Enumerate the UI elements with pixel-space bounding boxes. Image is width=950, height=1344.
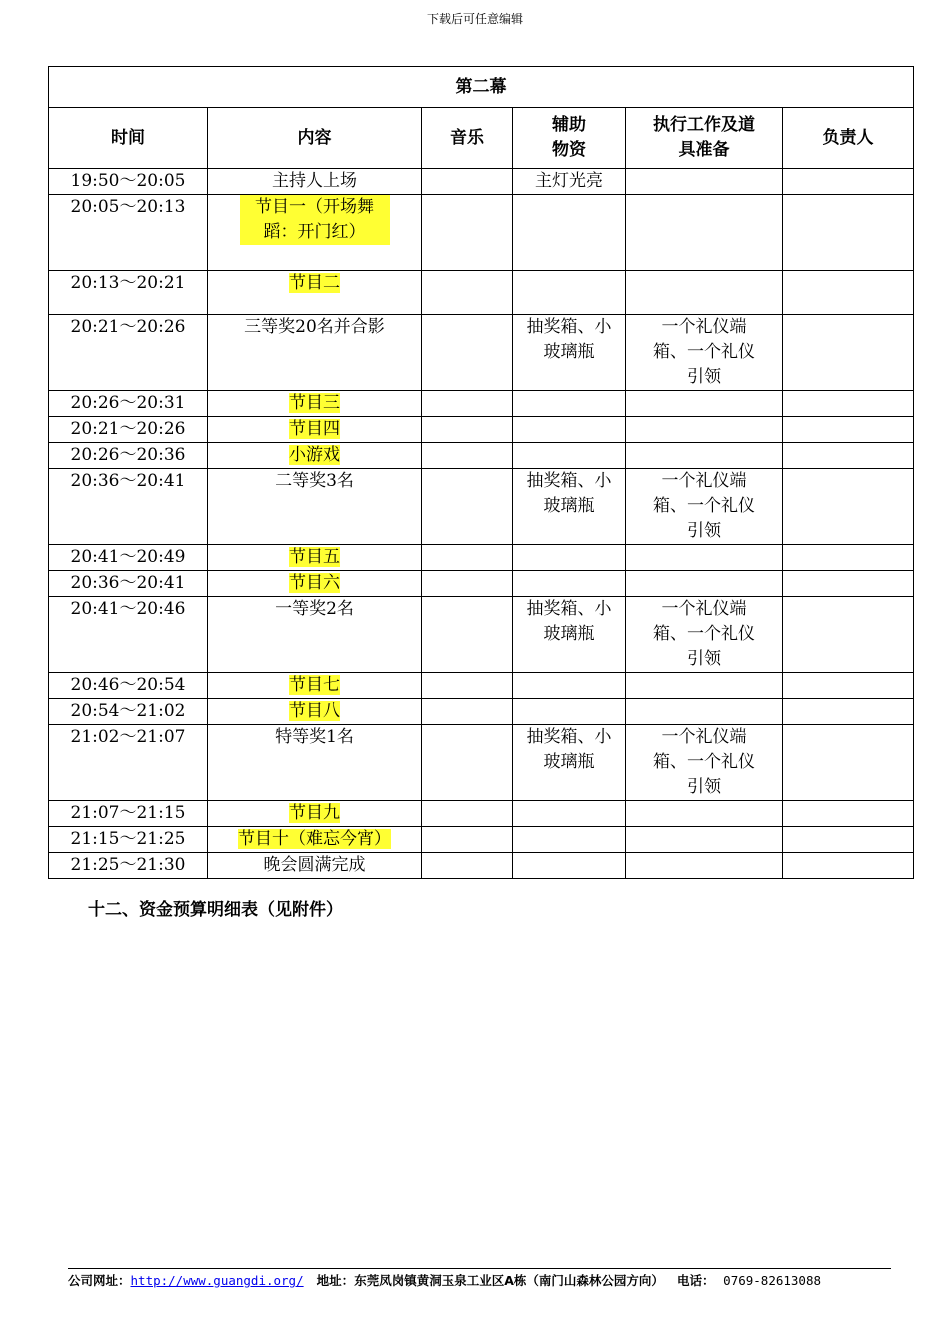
cell-content-text: 节目九 (289, 803, 340, 823)
cell-content-text: 一等奖2名 (275, 599, 354, 619)
cell-music (422, 469, 513, 545)
cell-materials (513, 545, 626, 571)
cell-content (208, 545, 422, 571)
cell-music (422, 673, 513, 699)
cell-materials (513, 673, 626, 699)
cell-time-text: 20:26～20:36 (70, 445, 186, 465)
section-title: 十二、资金预算明细表（见附件） (88, 900, 343, 920)
cell-content-text: 节目三 (289, 393, 340, 413)
cell-time-text: 20:41～20:49 (70, 547, 186, 567)
cell-time (49, 725, 208, 801)
cell-materials (513, 699, 626, 725)
cell-music (422, 417, 513, 443)
cell-music (422, 169, 513, 195)
cell-content (208, 853, 422, 879)
table-row (49, 673, 914, 699)
cell-materials (513, 169, 626, 195)
cell-owner (783, 827, 914, 853)
cell-owner (783, 801, 914, 827)
cell-owner (783, 443, 914, 469)
act-title: 第二幕 (49, 67, 914, 108)
cell-content (208, 801, 422, 827)
cell-time (49, 443, 208, 469)
cell-content (208, 597, 422, 673)
cell-time (49, 469, 208, 545)
cell-owner (783, 597, 914, 673)
cell-music (422, 725, 513, 801)
cell-content-text: 节目七 (289, 675, 340, 695)
col-header-time: 时间 (49, 108, 208, 169)
header-note: 下载后可任意编辑 (426, 12, 523, 26)
cell-materials (513, 443, 626, 469)
cell-prep (626, 391, 783, 417)
table-row (49, 699, 914, 725)
cell-content (208, 827, 422, 853)
col-header-materials (513, 108, 626, 169)
cell-prep (626, 271, 783, 315)
cell-content-text: 节目五 (289, 547, 340, 567)
cell-music (422, 801, 513, 827)
cell-time (49, 699, 208, 725)
table-row (49, 315, 914, 391)
cell-content (208, 417, 422, 443)
cell-time (49, 597, 208, 673)
cell-prep-text: 一个礼仪端箱、一个礼仪引领 (653, 599, 755, 669)
table-row (49, 443, 914, 469)
cell-materials (513, 725, 626, 801)
cell-time-text: 20:26～20:31 (70, 393, 186, 413)
cell-time (49, 673, 208, 699)
cell-content (208, 673, 422, 699)
table-row (49, 469, 914, 545)
cell-prep (626, 195, 783, 271)
table-row (49, 417, 914, 443)
cell-content (208, 195, 422, 271)
footer-divider (68, 1268, 891, 1269)
schedule-rows (49, 169, 914, 879)
table-row (49, 169, 914, 195)
col-header-content: 内容 (208, 108, 422, 169)
col-header-music: 音乐 (422, 108, 513, 169)
col-header-prep-line1: 执行工作及道 (653, 115, 755, 135)
cell-time (49, 545, 208, 571)
cell-materials (513, 195, 626, 271)
cell-content-text: 三等奖20名并合影 (244, 317, 385, 337)
table-row (49, 545, 914, 571)
cell-content (208, 271, 422, 315)
col-header-materials-line2: 物资 (552, 140, 586, 160)
cell-owner (783, 725, 914, 801)
cell-owner (783, 417, 914, 443)
cell-owner (783, 571, 914, 597)
cell-content-text: 节目六 (289, 573, 340, 593)
cell-prep (626, 571, 783, 597)
cell-time-text: 20:13～20:21 (70, 273, 186, 293)
cell-prep (626, 801, 783, 827)
footer-phone: 0769-82613088 (723, 1273, 822, 1288)
cell-materials-text: 抽奖箱、小玻璃瓶 (526, 727, 612, 772)
cell-time-text: 20:21～20:26 (70, 317, 186, 337)
cell-materials (513, 417, 626, 443)
cell-music (422, 597, 513, 673)
cell-materials (513, 827, 626, 853)
table-row (49, 597, 914, 673)
table-row (49, 725, 914, 801)
cell-prep (626, 545, 783, 571)
cell-materials (513, 391, 626, 417)
cell-time (49, 391, 208, 417)
cell-materials-text: 抽奖箱、小玻璃瓶 (526, 471, 612, 516)
cell-time-text: 20:46～20:54 (70, 675, 186, 695)
cell-content-text: 节目一（开场舞蹈：开门红） (240, 195, 390, 245)
table-row (49, 827, 914, 853)
cell-time (49, 827, 208, 853)
cell-owner (783, 169, 914, 195)
cell-time-text: 20:54～21:02 (70, 701, 186, 721)
cell-time (49, 169, 208, 195)
cell-content (208, 169, 422, 195)
table-row (49, 571, 914, 597)
cell-prep (626, 673, 783, 699)
cell-owner (783, 853, 914, 879)
col-header-prep (626, 108, 783, 169)
cell-time (49, 271, 208, 315)
cell-materials-text: 主灯光亮 (535, 171, 603, 191)
cell-content-text: 节目四 (289, 419, 340, 439)
cell-time (49, 801, 208, 827)
cell-content-text: 节目八 (289, 701, 340, 721)
cell-time (49, 315, 208, 391)
cell-content-text: 晚会圆满完成 (263, 855, 366, 875)
cell-time-text: 21:02～21:07 (70, 727, 186, 747)
cell-prep-text: 一个礼仪端箱、一个礼仪引领 (653, 317, 755, 387)
col-header-prep-line2: 具准备 (678, 140, 730, 160)
cell-content-text: 二等奖3名 (275, 471, 354, 491)
table-row (49, 801, 914, 827)
footer (68, 1271, 908, 1289)
cell-music (422, 271, 513, 315)
cell-prep (626, 469, 783, 545)
cell-owner (783, 699, 914, 725)
cell-content-text: 节目十（难忘今宵） (238, 829, 391, 849)
cell-prep (626, 315, 783, 391)
cell-time-text: 20:21～20:26 (70, 419, 186, 439)
cell-owner (783, 673, 914, 699)
cell-content (208, 725, 422, 801)
cell-materials (513, 853, 626, 879)
cell-prep (626, 443, 783, 469)
cell-music (422, 391, 513, 417)
cell-materials (513, 597, 626, 673)
cell-content-text: 节目二 (289, 273, 340, 293)
cell-music (422, 853, 513, 879)
cell-materials (513, 801, 626, 827)
program-schedule-table (48, 66, 914, 879)
cell-owner (783, 315, 914, 391)
cell-prep (626, 417, 783, 443)
table-row (49, 391, 914, 417)
cell-owner (783, 545, 914, 571)
footer-address-label: 地址： (316, 1273, 355, 1288)
cell-prep (626, 169, 783, 195)
cell-time (49, 853, 208, 879)
cell-prep-text: 一个礼仪端箱、一个礼仪引领 (653, 471, 755, 541)
cell-prep-text: 一个礼仪端箱、一个礼仪引领 (653, 727, 755, 797)
cell-music (422, 443, 513, 469)
cell-time-text: 21:07～21:15 (70, 803, 186, 823)
cell-content-text: 小游戏 (289, 445, 340, 465)
cell-content (208, 699, 422, 725)
cell-time (49, 417, 208, 443)
cell-time-text: 21:15～21:25 (70, 829, 186, 849)
cell-content (208, 315, 422, 391)
cell-content (208, 469, 422, 545)
cell-music (422, 195, 513, 271)
cell-prep (626, 827, 783, 853)
cell-time (49, 571, 208, 597)
cell-materials (513, 315, 626, 391)
cell-owner (783, 391, 914, 417)
cell-materials-text: 抽奖箱、小玻璃瓶 (526, 599, 612, 644)
footer-address: 东莞凤岗镇黄洞玉泉工业区A栋（南门山森林公园方向） (354, 1273, 664, 1288)
cell-materials (513, 271, 626, 315)
cell-owner (783, 469, 914, 545)
table-row (49, 271, 914, 315)
table-row (49, 195, 914, 271)
cell-materials (513, 571, 626, 597)
act-title-row (49, 67, 914, 108)
cell-music (422, 827, 513, 853)
cell-music (422, 315, 513, 391)
cell-music (422, 571, 513, 597)
cell-prep (626, 725, 783, 801)
cell-materials (513, 469, 626, 545)
cell-materials-text: 抽奖箱、小玻璃瓶 (526, 317, 612, 362)
cell-owner (783, 271, 914, 315)
cell-owner (783, 195, 914, 271)
cell-time-text: 20:36～20:41 (70, 471, 186, 491)
col-header-materials-line1: 辅助 (552, 115, 586, 135)
cell-time-text: 19:50～20:05 (70, 171, 186, 191)
cell-time-text: 20:05～20:13 (70, 197, 186, 217)
col-header-owner: 负责人 (783, 108, 914, 169)
footer-phone-label: 电话： (676, 1273, 715, 1288)
cell-content (208, 391, 422, 417)
cell-music (422, 699, 513, 725)
cell-content-text: 特等奖1名 (275, 727, 354, 747)
cell-content-text: 主持人上场 (272, 171, 357, 191)
column-header-row (49, 108, 914, 169)
cell-time-text: 20:36～20:41 (70, 573, 186, 593)
cell-prep (626, 853, 783, 879)
footer-website-label: 公司网址： (68, 1273, 131, 1288)
cell-music (422, 545, 513, 571)
cell-content (208, 443, 422, 469)
cell-prep (626, 699, 783, 725)
cell-time-text: 20:41～20:46 (70, 599, 186, 619)
cell-content (208, 571, 422, 597)
table-row (49, 853, 914, 879)
cell-prep (626, 597, 783, 673)
cell-time (49, 195, 208, 271)
cell-time-text: 21:25～21:30 (70, 855, 186, 875)
footer-website-link[interactable]: http://www.guangdi.org/ (130, 1273, 304, 1288)
